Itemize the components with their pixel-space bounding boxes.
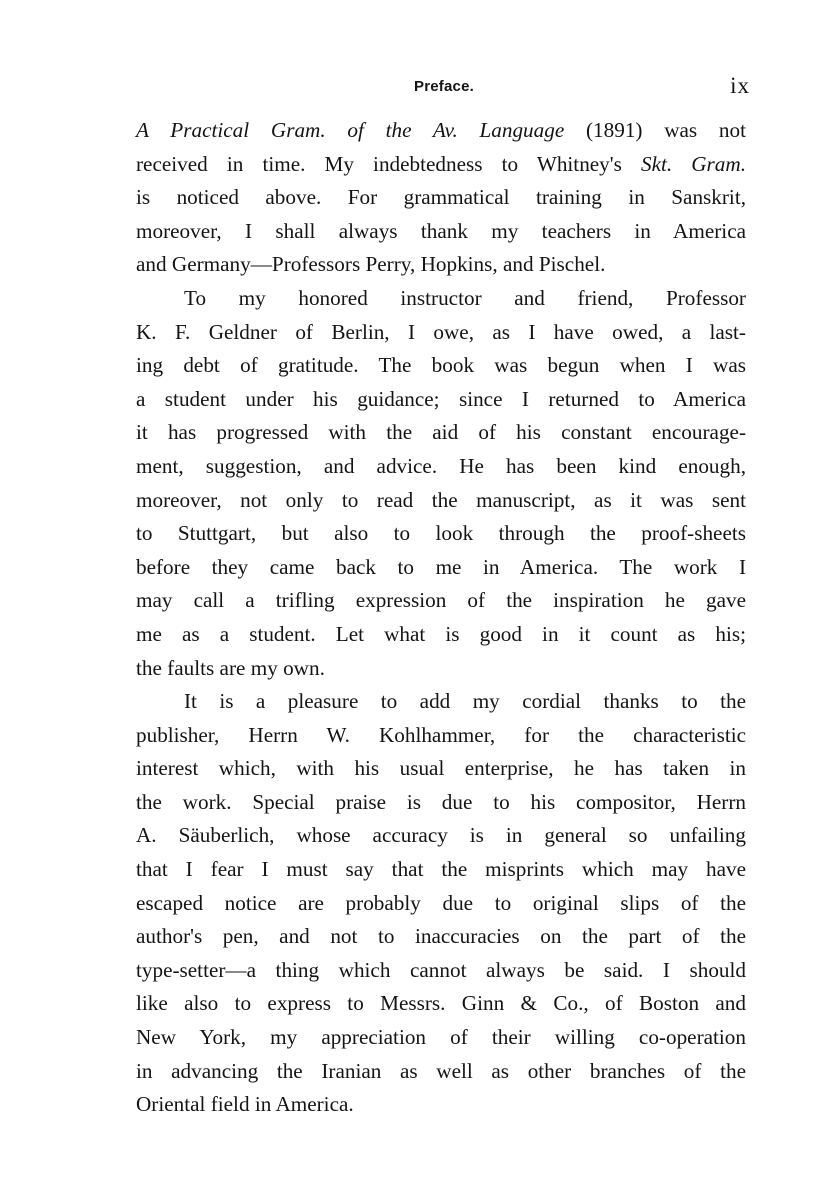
page-title: Preface.	[414, 78, 474, 95]
text-segment: it has progressed with the aid of his constant encourage-	[136, 420, 746, 445]
text-line	[136, 920, 746, 954]
text-line	[136, 1055, 746, 1089]
text-segment: K. F. Geldner of Berlin, I owe, as I have owed, a last-	[136, 319, 746, 344]
text-line	[136, 349, 746, 383]
text-line	[136, 181, 746, 215]
text-line	[136, 484, 746, 518]
text-segment: a student under his guidance; since I returned to America	[136, 386, 746, 411]
text-line	[136, 853, 746, 887]
text-line	[136, 719, 746, 753]
text-line	[136, 1021, 746, 1055]
text-segment: author's pen, and not to inaccuracies on the part of the	[136, 924, 746, 949]
italic-title: A Practical Gram. of the Av. Language	[136, 118, 565, 142]
text-line	[136, 551, 746, 585]
running-head	[0, 74, 840, 102]
text-segment: in advancing the Iranian as well as other branches of the	[136, 1058, 746, 1083]
text-line	[136, 416, 746, 450]
text-line	[136, 652, 746, 686]
text-line	[136, 685, 746, 719]
text-segment: to Stuttgart, but also to look through the proof-sheets	[136, 521, 746, 546]
text-line	[136, 114, 746, 148]
text-segment: the work. Special praise is due to his compositor, Herrn	[136, 789, 746, 814]
text-segment: ment, suggestion, and advice. He has been kind enough,	[136, 453, 746, 478]
text-segment: me as a student. Let what is good in it count as his;	[136, 621, 746, 646]
text-segment: publisher, Herrn W. Kohlhammer, for the characteristic	[136, 722, 746, 747]
text-segment: like also to express to Messrs. Ginn & Co., of Boston and	[136, 991, 746, 1016]
text-segment: that I fear I must say that the misprints which may have	[136, 857, 746, 882]
text-segment: A. Säuberlich, whose accuracy is in general so unfailing	[136, 823, 746, 848]
text-line	[136, 786, 746, 820]
text-line	[136, 282, 746, 316]
text-line	[136, 584, 746, 618]
text-segment: is noticed above. For grammatical training in Sanskrit,	[136, 185, 746, 210]
text-segment: To my honored instructor and friend, Professor	[184, 285, 746, 310]
text-segment: ing debt of gratitude. The book was begun when I was	[136, 353, 746, 378]
text-segment: type-setter—a thing which cannot always be said. I should	[136, 957, 746, 982]
text-segment: before they came back to me in America. The work I	[136, 554, 746, 579]
text-line	[136, 316, 746, 350]
text-line	[136, 383, 746, 417]
text-segment: the faults are my own.	[136, 655, 325, 680]
text-line	[136, 450, 746, 484]
page-number: ix	[730, 73, 750, 98]
text-segment: interest which, with his usual enterprise, he has taken in	[136, 756, 746, 781]
italic-title: Skt. Gram.	[640, 151, 746, 176]
text-line	[136, 954, 746, 988]
text-segment: moreover, I shall always thank my teachers in America	[136, 218, 746, 243]
text-segment: may call a trifling expression of the inspiration he gave	[136, 588, 746, 613]
text-line	[136, 887, 746, 921]
text-segment: It is a pleasure to add my cordial thanks to the	[184, 689, 746, 714]
text-segment: (1891) was not	[564, 118, 746, 142]
text-line	[136, 618, 746, 652]
text-line	[136, 1088, 746, 1122]
text-segment: moreover, not only to read the manuscript, as it was sent	[136, 487, 746, 512]
text-segment: and Germany—Professors Perry, Hopkins, and Pischel.	[136, 252, 606, 277]
text-line	[136, 215, 746, 249]
preface-body	[136, 114, 746, 1122]
text-segment: Oriental field in America.	[136, 1092, 354, 1117]
text-segment: received in time. My indebtedness to Whitney's	[136, 151, 641, 176]
text-segment: New York, my appreciation of their willing co-operation	[136, 1025, 746, 1050]
text-line	[136, 987, 746, 1021]
text-segment: escaped notice are probably due to original slips of the	[136, 890, 746, 915]
text-line	[136, 517, 746, 551]
text-line	[136, 819, 746, 853]
text-line	[136, 148, 746, 182]
text-line	[136, 248, 746, 282]
text-line	[136, 752, 746, 786]
